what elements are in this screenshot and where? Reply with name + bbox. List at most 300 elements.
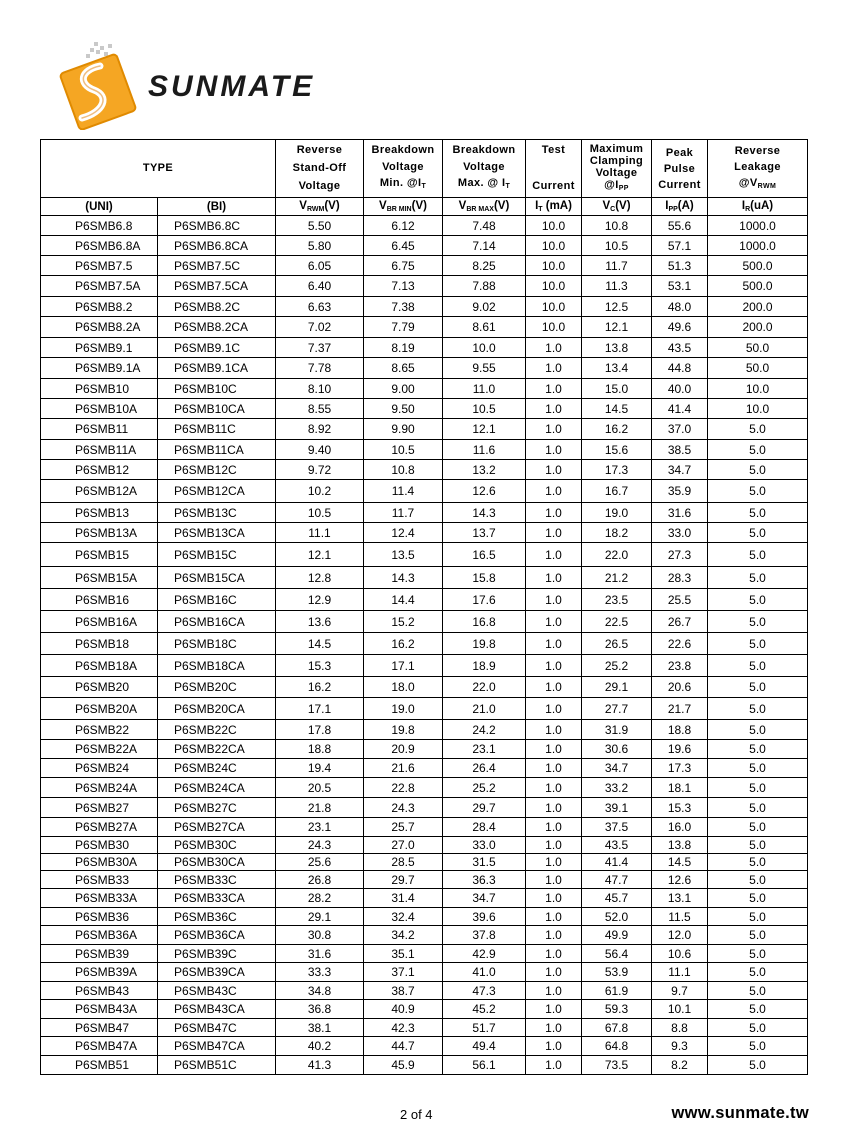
table-row <box>41 854 808 871</box>
table-row <box>41 982 808 1000</box>
unit-symbol: V <box>602 200 611 212</box>
header-line: Stand-Off <box>292 162 347 174</box>
ir-value: 5.0 <box>708 677 808 698</box>
ipp-value: 8.2 <box>652 1056 708 1075</box>
vrwm-value: 18.8 <box>276 740 364 759</box>
ipp-value: 9.7 <box>652 982 708 1000</box>
bi-part: P6SMB7.5CA <box>158 276 276 297</box>
vrwm-value: 17.1 <box>276 698 364 720</box>
ipp-value: 13.1 <box>652 889 708 908</box>
bi-part: P6SMB20C <box>158 677 276 698</box>
ir-value: 5.0 <box>708 480 808 503</box>
ir-value: 5.0 <box>708 926 808 945</box>
header-text: Max. @ I <box>457 177 506 189</box>
ipp-value: 8.8 <box>652 1019 708 1037</box>
vrwm-value: 14.5 <box>276 633 364 655</box>
vbrmin-value: 29.7 <box>364 871 443 889</box>
vrwm-value: 6.40 <box>276 276 364 297</box>
ir-value: 1000.0 <box>708 216 808 236</box>
bi-part: P6SMB33CA <box>158 889 276 908</box>
vc-value: 43.5 <box>582 837 652 854</box>
ir-value: 5.0 <box>708 963 808 982</box>
vbrmax-value: 7.48 <box>443 216 526 236</box>
bi-part: P6SMB43C <box>158 982 276 1000</box>
vc-value: 22.0 <box>582 543 652 567</box>
vc-value: 26.5 <box>582 633 652 655</box>
unit-symbol: V <box>379 200 387 212</box>
it-value: 1.0 <box>526 854 582 871</box>
uni-part: P6SMB20 <box>41 677 158 698</box>
ir-value: 5.0 <box>708 871 808 889</box>
header-subscript: T <box>505 183 511 190</box>
bi-part: P6SMB39C <box>158 945 276 963</box>
it-value: 1.0 <box>526 798 582 818</box>
table-row <box>41 358 808 379</box>
uni-part: P6SMB27 <box>41 798 158 818</box>
it-value: 1.0 <box>526 633 582 655</box>
uni-part: P6SMB15 <box>41 543 158 567</box>
unit-symbol: V <box>299 200 307 212</box>
table-row <box>41 698 808 720</box>
vrwm-value: 36.8 <box>276 1000 364 1019</box>
vc-value: 11.7 <box>582 256 652 276</box>
ipp-value: 11.1 <box>652 963 708 982</box>
vc-value: 34.7 <box>582 759 652 778</box>
uni-part: P6SMB16 <box>41 589 158 611</box>
ipp-value: 16.0 <box>652 818 708 837</box>
table-row <box>41 798 808 818</box>
table-row <box>41 759 808 778</box>
ir-value: 5.0 <box>708 589 808 611</box>
it-value: 1.0 <box>526 1056 582 1075</box>
it-value: 1.0 <box>526 1037 582 1056</box>
vc-value: 30.6 <box>582 740 652 759</box>
vc-value: 15.6 <box>582 440 652 460</box>
ir-value: 5.0 <box>708 889 808 908</box>
vbrmax-value: 23.1 <box>443 740 526 759</box>
bi-part: P6SMB33C <box>158 871 276 889</box>
vc-value: 37.5 <box>582 818 652 837</box>
ipp-value: 25.5 <box>652 589 708 611</box>
vbrmin-value: 17.1 <box>364 655 443 677</box>
unit-text: (V) <box>324 200 340 212</box>
ir-value: 200.0 <box>708 317 808 338</box>
uni-part: P6SMB22A <box>41 740 158 759</box>
vrwm-value: 17.8 <box>276 720 364 740</box>
ipp-value: 51.3 <box>652 256 708 276</box>
ipp-value: 33.0 <box>652 523 708 543</box>
it-value: 1.0 <box>526 1000 582 1019</box>
vbrmax-value: 41.0 <box>443 963 526 982</box>
vrwm-value: 30.8 <box>276 926 364 945</box>
vbrmax-value: 14.3 <box>443 503 526 523</box>
vrwm-value: 31.6 <box>276 945 364 963</box>
uni-part: P6SMB24 <box>41 759 158 778</box>
vbrmax-value: 13.2 <box>443 460 526 480</box>
vc-value: 53.9 <box>582 963 652 982</box>
ipp-value: 23.8 <box>652 655 708 677</box>
vc-value: 21.2 <box>582 567 652 589</box>
reverse-standoff-header <box>276 140 364 198</box>
uni-part: P6SMB27A <box>41 818 158 837</box>
it-value: 1.0 <box>526 818 582 837</box>
table-row <box>41 908 808 926</box>
ir-value: 5.0 <box>708 1037 808 1056</box>
bi-part: P6SMB8.2C <box>158 297 276 317</box>
ipp-value: 13.8 <box>652 837 708 854</box>
uni-part: P6SMB6.8 <box>41 216 158 236</box>
bi-part: P6SMB9.1C <box>158 338 276 358</box>
vrwm-value: 7.02 <box>276 317 364 338</box>
ir-value: 50.0 <box>708 338 808 358</box>
vrwm-value: 9.40 <box>276 440 364 460</box>
test-current-header <box>526 140 582 198</box>
unit-text: (V) <box>493 200 510 212</box>
it-value: 10.0 <box>526 297 582 317</box>
vc-value: 22.5 <box>582 611 652 633</box>
it-value: 1.0 <box>526 589 582 611</box>
bi-part: P6SMB51C <box>158 1056 276 1075</box>
vbrmax-value: 18.9 <box>443 655 526 677</box>
uni-part: P6SMB8.2A <box>41 317 158 338</box>
vbrmin-value: 32.4 <box>364 908 443 926</box>
vc-value: 18.2 <box>582 523 652 543</box>
clamping-header <box>582 140 652 198</box>
vbrmax-value: 10.5 <box>443 399 526 419</box>
vbrmax-value: 47.3 <box>443 982 526 1000</box>
it-value: 1.0 <box>526 926 582 945</box>
table-row <box>41 523 808 543</box>
vc-value: 16.7 <box>582 480 652 503</box>
ipp-value: 9.3 <box>652 1037 708 1056</box>
header-line: Voltage <box>298 180 341 192</box>
vbrmax-value: 8.61 <box>443 317 526 338</box>
table-row <box>41 216 808 236</box>
table-row <box>41 567 808 589</box>
ir-value: 5.0 <box>708 655 808 677</box>
ipp-value: 57.1 <box>652 236 708 256</box>
bi-part: P6SMB16CA <box>158 611 276 633</box>
header-text: Min. @I <box>379 177 422 189</box>
uni-part: P6SMB15A <box>41 567 158 589</box>
uni-part: P6SMB11A <box>41 440 158 460</box>
vbrmin-value: 19.0 <box>364 698 443 720</box>
ir-value: 1000.0 <box>708 236 808 256</box>
vrwm-value: 13.6 <box>276 611 364 633</box>
table-row <box>41 338 808 358</box>
unit-symbol: I <box>535 200 539 212</box>
vc-value: 39.1 <box>582 798 652 818</box>
it-value: 1.0 <box>526 655 582 677</box>
ipp-value: 37.0 <box>652 419 708 440</box>
breakdown-max-header <box>443 140 526 198</box>
vc-value: 10.8 <box>582 216 652 236</box>
header-subscript: PP <box>618 184 629 192</box>
ir-value: 5.0 <box>708 837 808 854</box>
bi-part: P6SMB6.8C <box>158 216 276 236</box>
header-line: Voltage <box>595 166 638 179</box>
header-line <box>364 177 442 193</box>
it-value: 1.0 <box>526 963 582 982</box>
vbrmax-value: 34.7 <box>443 889 526 908</box>
logo-wordmark: SUNMATE <box>148 70 316 103</box>
vbrmin-value: 27.0 <box>364 837 443 854</box>
ipp-unit-header <box>652 198 708 216</box>
ipp-value: 40.0 <box>652 379 708 399</box>
uni-part: P6SMB13A <box>41 523 158 543</box>
bi-part: P6SMB16C <box>158 589 276 611</box>
ipp-value: 27.3 <box>652 543 708 567</box>
unit-symbol: I <box>665 200 669 212</box>
vrwm-value: 34.8 <box>276 982 364 1000</box>
vbrmax-value: 12.6 <box>443 480 526 503</box>
uni-part: P6SMB33A <box>41 889 158 908</box>
ipp-value: 22.6 <box>652 633 708 655</box>
ir-value: 5.0 <box>708 798 808 818</box>
table-row <box>41 589 808 611</box>
it-value: 1.0 <box>526 871 582 889</box>
ir-value: 500.0 <box>708 256 808 276</box>
ir-value: 5.0 <box>708 1056 808 1075</box>
unit-subscript: BR MAX <box>466 206 494 213</box>
bi-part: P6SMB47CA <box>158 1037 276 1056</box>
uni-header: (UNI) <box>41 198 158 216</box>
ir-value: 5.0 <box>708 543 808 567</box>
vc-value: 13.8 <box>582 338 652 358</box>
vbrmin-value: 9.90 <box>364 419 443 440</box>
vbrmin-value: 35.1 <box>364 945 443 963</box>
unit-text: (V) <box>411 200 427 212</box>
bi-part: P6SMB18C <box>158 633 276 655</box>
vbrmin-value: 21.6 <box>364 759 443 778</box>
ipp-value: 20.6 <box>652 677 708 698</box>
table-row <box>41 633 808 655</box>
ir-value: 5.0 <box>708 460 808 480</box>
vbrmin-value: 9.00 <box>364 379 443 399</box>
vc-value: 19.0 <box>582 503 652 523</box>
vbrmax-value: 37.8 <box>443 926 526 945</box>
ir-value: 5.0 <box>708 854 808 871</box>
table-row <box>41 543 808 567</box>
it-value: 1.0 <box>526 982 582 1000</box>
ipp-value: 49.6 <box>652 317 708 338</box>
vbrmin-value: 10.5 <box>364 440 443 460</box>
unit-subscript: BR MIN <box>386 206 412 213</box>
it-value: 1.0 <box>526 523 582 543</box>
uni-part: P6SMB10 <box>41 379 158 399</box>
unit-text: (V) <box>615 200 631 212</box>
vrwm-value: 8.10 <box>276 379 364 399</box>
uni-part: P6SMB7.5 <box>41 256 158 276</box>
bi-part: P6SMB15CA <box>158 567 276 589</box>
uni-part: P6SMB6.8A <box>41 236 158 256</box>
vbrmin-value: 40.9 <box>364 1000 443 1019</box>
vrwm-value: 38.1 <box>276 1019 364 1037</box>
vbrmin-value: 25.7 <box>364 818 443 837</box>
vbrmax-value: 13.7 <box>443 523 526 543</box>
vrwm-value: 21.8 <box>276 798 364 818</box>
ipp-value: 11.5 <box>652 908 708 926</box>
vbrmax-value: 8.25 <box>443 256 526 276</box>
table-row <box>41 655 808 677</box>
vc-value: 25.2 <box>582 655 652 677</box>
header-line: Reverse <box>734 144 781 157</box>
vbrmin-value: 6.75 <box>364 256 443 276</box>
uni-part: P6SMB9.1 <box>41 338 158 358</box>
vbrmax-value: 56.1 <box>443 1056 526 1075</box>
vbrmin-value: 6.12 <box>364 216 443 236</box>
vc-value: 52.0 <box>582 908 652 926</box>
header-line: Breakdown <box>452 144 516 156</box>
table-row <box>41 837 808 854</box>
bi-part: P6SMB15C <box>158 543 276 567</box>
table-row <box>41 1019 808 1037</box>
table-row <box>41 926 808 945</box>
uni-part: P6SMB43A <box>41 1000 158 1019</box>
table-row <box>41 871 808 889</box>
vbrmax-value: 31.5 <box>443 854 526 871</box>
ipp-value: 53.1 <box>652 276 708 297</box>
vc-value: 64.8 <box>582 1037 652 1056</box>
ir-value: 5.0 <box>708 440 808 460</box>
vbrmax-value: 36.3 <box>443 871 526 889</box>
header-line: Peak <box>665 146 694 159</box>
ipp-value: 10.1 <box>652 1000 708 1019</box>
vbrmin-value: 31.4 <box>364 889 443 908</box>
vrwm-value: 25.6 <box>276 854 364 871</box>
uni-part: P6SMB12A <box>41 480 158 503</box>
table-row <box>41 460 808 480</box>
vbrmax-value: 19.8 <box>443 633 526 655</box>
vbrmax-value: 51.7 <box>443 1019 526 1037</box>
it-value: 1.0 <box>526 759 582 778</box>
uni-part: P6SMB8.2 <box>41 297 158 317</box>
breakdown-min-header <box>364 140 443 198</box>
vrwm-value: 7.78 <box>276 358 364 379</box>
bi-part: P6SMB36C <box>158 908 276 926</box>
vbrmin-value: 7.79 <box>364 317 443 338</box>
vbrmax-unit-header <box>443 198 526 216</box>
sunmate-logo-graphic <box>56 40 326 130</box>
uni-part: P6SMB9.1A <box>41 358 158 379</box>
vbrmax-value: 12.1 <box>443 419 526 440</box>
bi-part: P6SMB7.5C <box>158 256 276 276</box>
uni-part: P6SMB10A <box>41 399 158 419</box>
table-row <box>41 1000 808 1019</box>
uni-part: P6SMB51 <box>41 1056 158 1075</box>
it-value: 1.0 <box>526 480 582 503</box>
vbrmax-value: 15.8 <box>443 567 526 589</box>
ir-value: 50.0 <box>708 358 808 379</box>
table-row <box>41 740 808 759</box>
vbrmin-value: 22.8 <box>364 778 443 798</box>
specification-table <box>40 139 808 1075</box>
header-line: Maximum <box>589 142 644 155</box>
vc-value: 29.1 <box>582 677 652 698</box>
type-header: TYPE <box>41 140 276 198</box>
vrwm-value: 11.1 <box>276 523 364 543</box>
ipp-value: 28.3 <box>652 567 708 589</box>
ipp-value: 19.6 <box>652 740 708 759</box>
header-subscript: T <box>421 183 427 190</box>
bi-part: P6SMB22C <box>158 720 276 740</box>
bi-part: P6SMB24C <box>158 759 276 778</box>
table-row <box>41 379 808 399</box>
it-value: 1.0 <box>526 908 582 926</box>
unit-text: (uA) <box>750 200 774 212</box>
website-url: www.sunmate.tw <box>671 1104 809 1122</box>
vbrmin-value: 19.8 <box>364 720 443 740</box>
vrwm-value: 20.5 <box>276 778 364 798</box>
uni-part: P6SMB43 <box>41 982 158 1000</box>
vbrmax-value: 25.2 <box>443 778 526 798</box>
table-row <box>41 503 808 523</box>
vbrmin-value: 24.3 <box>364 798 443 818</box>
unit-text: (A) <box>677 200 694 212</box>
table-row <box>41 963 808 982</box>
it-value: 1.0 <box>526 677 582 698</box>
it-value: 1.0 <box>526 778 582 798</box>
bi-part: P6SMB10CA <box>158 399 276 419</box>
ipp-value: 10.6 <box>652 945 708 963</box>
vbrmin-unit-header <box>364 198 443 216</box>
it-value: 10.0 <box>526 276 582 297</box>
table-row <box>41 1037 808 1056</box>
vc-value: 45.7 <box>582 889 652 908</box>
it-value: 1.0 <box>526 889 582 908</box>
vbrmax-value: 16.5 <box>443 543 526 567</box>
uni-part: P6SMB11 <box>41 419 158 440</box>
vbrmax-value: 9.55 <box>443 358 526 379</box>
it-value: 1.0 <box>526 720 582 740</box>
vc-value: 27.7 <box>582 698 652 720</box>
vbrmin-value: 9.50 <box>364 399 443 419</box>
bi-part: P6SMB11CA <box>158 440 276 460</box>
bi-part: P6SMB39CA <box>158 963 276 982</box>
it-value: 1.0 <box>526 379 582 399</box>
bi-part: P6SMB47C <box>158 1019 276 1037</box>
vbrmax-value: 10.0 <box>443 338 526 358</box>
uni-part: P6SMB22 <box>41 720 158 740</box>
vrwm-value: 23.1 <box>276 818 364 837</box>
vbrmin-value: 13.5 <box>364 543 443 567</box>
bi-part: P6SMB30CA <box>158 854 276 871</box>
it-value: 1.0 <box>526 358 582 379</box>
sunmate-logo <box>56 40 326 130</box>
vrwm-value: 5.50 <box>276 216 364 236</box>
bi-part: P6SMB30C <box>158 837 276 854</box>
ipp-value: 44.8 <box>652 358 708 379</box>
uni-part: P6SMB16A <box>41 611 158 633</box>
vc-value: 31.9 <box>582 720 652 740</box>
vrwm-value: 29.1 <box>276 908 364 926</box>
vbrmin-value: 6.45 <box>364 236 443 256</box>
vrwm-value: 9.72 <box>276 460 364 480</box>
it-value: 1.0 <box>526 698 582 720</box>
vbrmax-value: 16.8 <box>443 611 526 633</box>
vbrmax-value: 17.6 <box>443 589 526 611</box>
vbrmin-value: 7.13 <box>364 276 443 297</box>
vc-value: 73.5 <box>582 1056 652 1075</box>
table-row <box>41 677 808 698</box>
vbrmin-value: 44.7 <box>364 1037 443 1056</box>
header-line: Breakdown <box>371 144 435 156</box>
vrwm-value: 41.3 <box>276 1056 364 1075</box>
vc-value: 47.7 <box>582 871 652 889</box>
header-line: Pulse <box>663 162 696 175</box>
specification-body <box>41 216 808 1075</box>
unit-subscript: C <box>610 206 616 213</box>
